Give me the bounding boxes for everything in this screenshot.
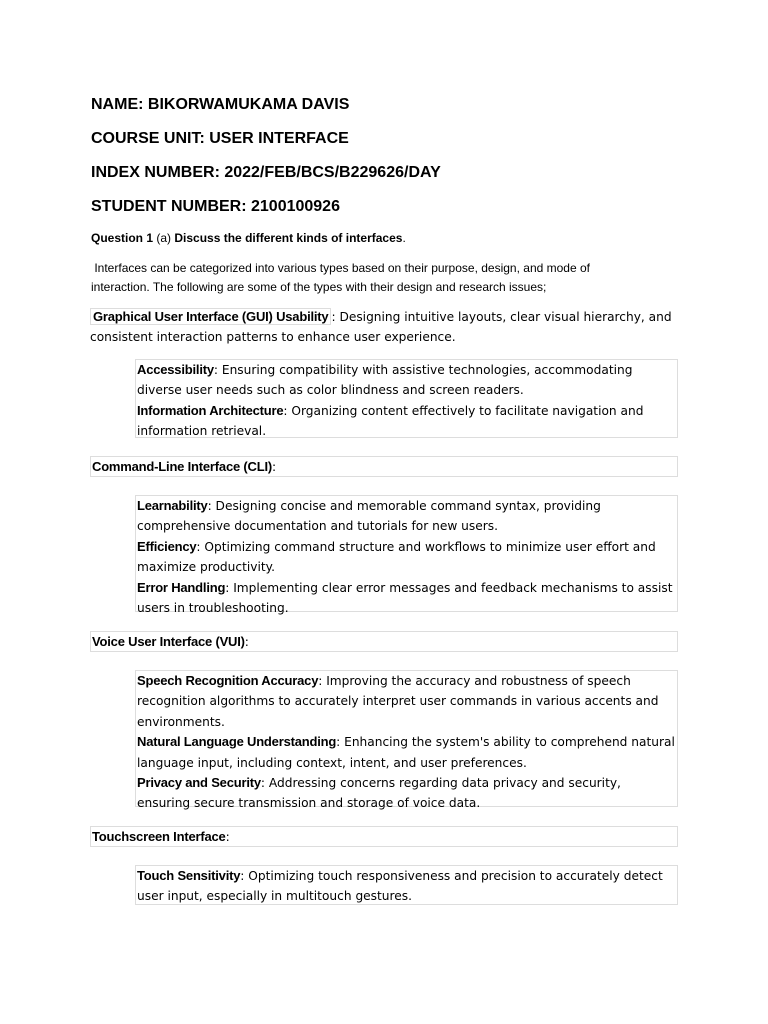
vui-suffix: :: [244, 635, 249, 649]
cli-title: Command-Line Interface (CLI): [92, 459, 273, 474]
intro-text: Interfaces can be categorized into various types based on their purpose, design, and mode of interaction. The following are some of the types with their design and research issues;: [91, 261, 590, 294]
issue-term: Natural Language Understanding: [137, 734, 337, 750]
issue-desc: : Addressing concerns regarding data privacy and security, ensuring secure transmission and storage of voice data.: [137, 776, 621, 811]
issue-term: Efficiency: [137, 538, 197, 554]
touch-suffix: :: [225, 830, 230, 844]
list-item: [137, 866, 677, 907]
vui-issues-box: [135, 670, 678, 811]
list-item: [137, 578, 677, 619]
question-end: .: [402, 231, 406, 245]
list-item: [137, 732, 677, 773]
issue-desc: : Improving the accuracy and robustness of speech recognition algorithms to accurately interpret user commands in various accents and environments.: [137, 674, 659, 729]
issue-desc: : Optimizing touch responsiveness and precision to accurately detect user input, especially in multitouch gestures.: [137, 869, 663, 904]
issue-desc: : Organizing content effectively to facilitate navigation and information retrieval.: [137, 403, 644, 439]
question-part: (a): [156, 231, 172, 245]
issue-term: Speech Recognition Accuracy: [137, 673, 319, 688]
list-item: [137, 773, 677, 814]
issue-desc: : Ensuring compatibility with assistive technologies, accommodating diverse user needs such as color blindness and screen readers.: [137, 363, 633, 398]
issue-term: Touch Sensitivity: [137, 868, 241, 883]
touch-title: Touchscreen Interface: [92, 829, 226, 844]
issue-desc: : Designing concise and memorable command syntax, providing comprehensive documentation and tutorials for new users.: [137, 499, 601, 534]
student-number: STUDENT NUMBER: 2100100926: [91, 198, 340, 215]
issue-term: Learnability: [137, 498, 208, 513]
touch-issues-box: [135, 865, 678, 905]
list-item: [137, 360, 677, 401]
issue-desc: : Implementing clear error messages and feedback mechanisms to assist users in troubleshooting.: [137, 580, 673, 616]
vui-title: Voice User Interface (VUI): [92, 634, 245, 649]
question-label: Question 1: [91, 231, 154, 245]
issue-term: Error Handling: [137, 579, 226, 595]
gui-title: Graphical User Interface (GUI) Usability: [90, 308, 331, 325]
issue-desc: : Optimizing command structure and workflows to minimize user effort and maximize productivity.: [137, 539, 656, 575]
list-item: [137, 537, 677, 578]
list-item: [137, 401, 677, 442]
index-number: INDEX NUMBER: 2022/FEB/BCS/B229626/DAY: [91, 164, 441, 181]
gui-section-heading: [90, 307, 678, 347]
issue-desc: : Enhancing the system's ability to comprehend natural language input, including context, intent, and user preferences.: [137, 735, 675, 770]
list-item: [137, 671, 677, 732]
student-name: NAME: BIKORWAMUKAMA DAVIS: [91, 96, 350, 113]
issue-term: Information Architecture: [137, 402, 284, 418]
question-text: Discuss the different kinds of interfaces: [174, 231, 403, 245]
cli-issues-box: [135, 495, 678, 616]
gui-desc: : Designing intuitive layouts, clear visual hierarchy, and consistent interaction patterns to enhance user experience.: [90, 310, 672, 344]
intro-paragraph: [91, 259, 651, 297]
touch-section-heading: [90, 826, 678, 847]
vui-section-heading: [90, 631, 678, 652]
gui-issues-box: [135, 359, 678, 438]
question-heading: [91, 230, 406, 246]
issue-term: Privacy and Security: [137, 775, 261, 791]
cli-suffix: :: [272, 460, 277, 474]
cli-section-heading: [90, 456, 678, 477]
course-unit: COURSE UNIT: USER INTERFACE: [91, 130, 349, 147]
issue-term: Accessibility: [137, 362, 214, 377]
list-item: [137, 496, 677, 537]
